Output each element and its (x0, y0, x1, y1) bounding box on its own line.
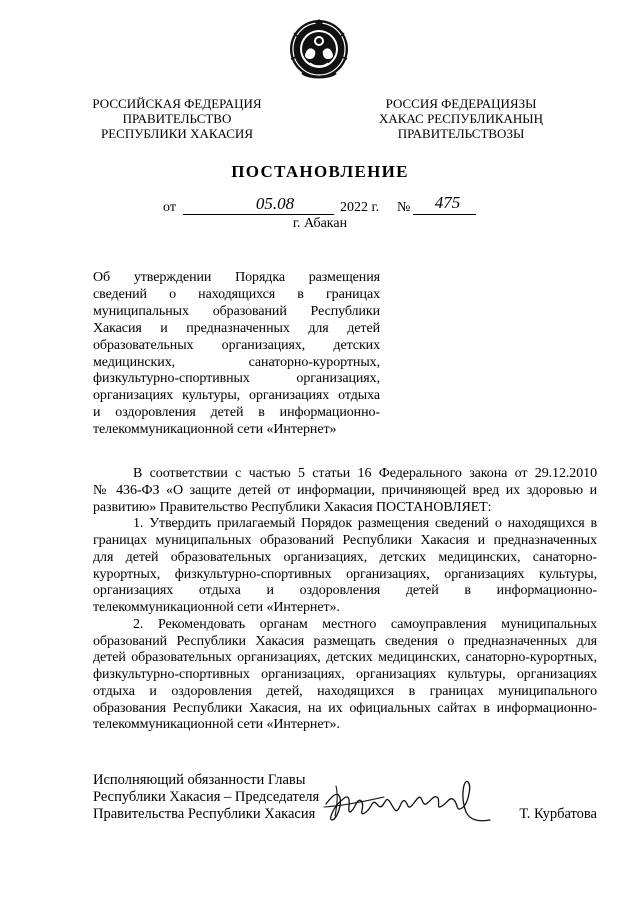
subject-line: телекоммуникационной сети «Интернет» (93, 422, 337, 438)
document-body (93, 466, 597, 734)
subject-line: организациях культуры, организациях отдыха (93, 388, 380, 404)
date-year: 2022 г. (340, 200, 380, 215)
body-line: отдыха и оздоровления детей, находящихся в границах муниципального (93, 683, 597, 699)
header-left-line: РОССИЙСКАЯ ФЕДЕРАЦИЯ (92, 96, 262, 111)
body-line: телекоммуникационной сети «Интернет». (93, 717, 340, 733)
date-prefix: от (163, 200, 176, 215)
subject-line: образовательных организациях, детских (93, 337, 380, 353)
number-underline (413, 214, 476, 215)
subject-line: Хакасия и предназначенных для детей (93, 320, 380, 336)
document-title: ПОСТАНОВЛЕНИЕ (231, 162, 409, 181)
body-line: детей образовательных организациях, детских медицинских, санаторно-курортных, (93, 650, 597, 666)
body-line: для детей образовательных организациях, детских медицинских, санаторно- (93, 549, 597, 565)
body-line: В соответствии с частью 5 статьи 16 Федерального закона от 29.12.2010 (133, 466, 597, 481)
body-line: образования Республики Хакасия, на их официальных сайтах в информационно- (93, 700, 597, 716)
subject-line: медицинских, санаторно-курортных, (93, 354, 380, 370)
subject-line: и оздоровления детей в информационно- (93, 405, 380, 421)
signatory-name: Т. Курбатова (519, 806, 597, 822)
subject-line: физкультурно-спортивных организациях, (93, 371, 380, 387)
signatory-position-line: Республики Хакасия – Председателя (93, 789, 320, 805)
number-sign: № (397, 200, 411, 215)
subject-line: муниципальных образований Республики (93, 303, 380, 319)
body-line: образований Республики Хакасия размещать сведения о предназначенных для (93, 633, 597, 649)
body-line: развитию» Правительство Республики Хакасия ПОСТАНОВЛЯЕТ: (93, 499, 492, 515)
city: г. Абакан (292, 216, 348, 231)
subject-line: сведений о находящихся в границах (93, 286, 380, 302)
header-left-line: ПРАВИТЕЛЬСТВО (122, 111, 232, 126)
header-right-line: ПРАВИТЕЛЬСТВОЗЫ (397, 126, 525, 141)
header-right (341, 96, 581, 141)
signatory-position-line: Правительства Республики Хакасия (93, 806, 316, 822)
body-line: № 436-ФЗ «О защите детей от информации, причиняющей вред их здоровью и (93, 482, 597, 498)
date-underline (183, 214, 334, 215)
body-line: 2. Рекомендовать органам местного самоуправления муниципальных (133, 616, 597, 632)
handwritten-number: 475 (434, 193, 461, 212)
handwritten-date: 05.08 (255, 194, 295, 213)
body-line: границах муниципальных образований Республики Хакасия и предназначенных (93, 533, 597, 548)
signatory-position (93, 772, 319, 823)
body-line: 1. Утвердить прилагаемый Порядок размещения сведений о находящихся в (133, 516, 597, 532)
body-line: организациях отдыха и оздоровления детей в информационно- (93, 583, 597, 599)
subject-block (93, 270, 380, 439)
header-left (57, 96, 297, 141)
handwritten-signature (322, 776, 492, 831)
subject-line: Об утверждении Порядка размещения (93, 270, 380, 285)
body-line: курортных, физкультурно-спортивных организациях, организациях культуры, (93, 566, 597, 582)
header-left-line: РЕСПУБЛИКИ ХАКАСИЯ (100, 126, 253, 141)
header-right-line: ХАКАС РЕСПУБЛИКАНЫҢ (378, 111, 544, 126)
body-line: физкультурно-спортивных организациях, организациях культуры, организациях (93, 667, 597, 682)
signatory-position-line: Исполняющий обязанности Главы (93, 772, 306, 788)
header-right-line: РОССИЯ ФЕДЕРАЦИЯЗЫ (385, 96, 537, 111)
body-line: телекоммуникационной сети «Интернет». (93, 600, 340, 615)
coat-of-arms-emblem (288, 17, 350, 81)
